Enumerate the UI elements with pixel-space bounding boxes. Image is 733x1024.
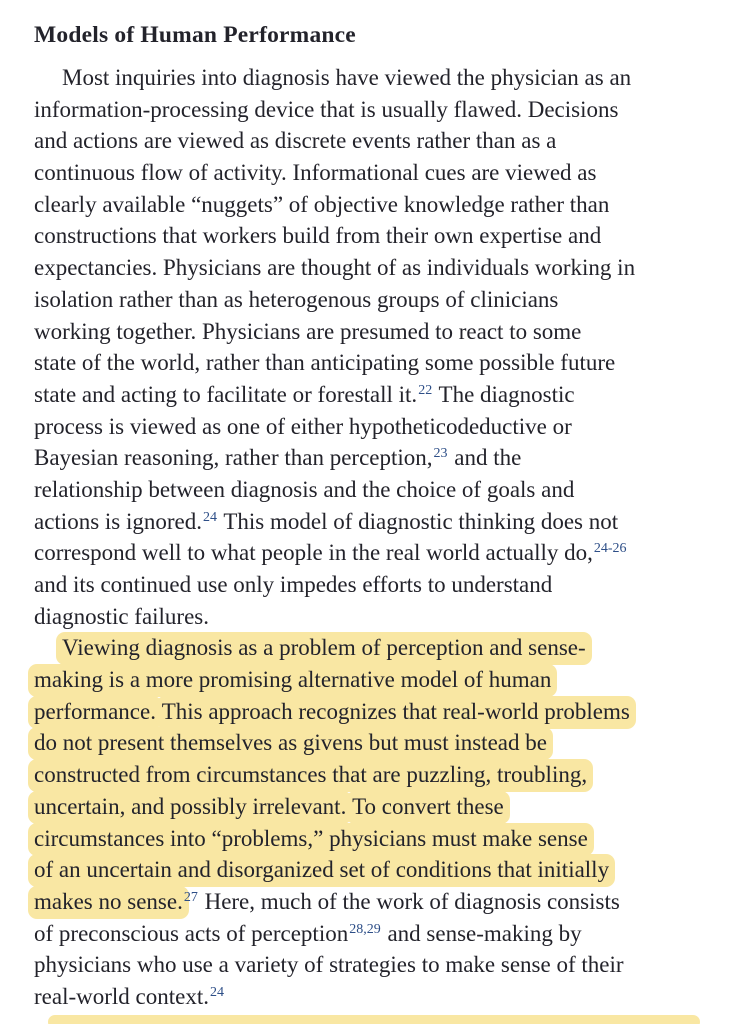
text-segment: continuous flow of activity. Informational cues are viewed as [34, 160, 597, 186]
paragraph [34, 632, 709, 1012]
text-line [34, 220, 709, 252]
text-segment: of preconscious acts of perception [34, 920, 349, 946]
text-segment: and sense-making by [381, 920, 582, 946]
text-segment: actions is ignored. [34, 508, 202, 534]
text-segment: clearly available “nuggets” of objective knowledge rather than [34, 191, 610, 217]
text-line [34, 949, 709, 981]
text-line [34, 189, 709, 221]
citation-reference[interactable]: 24-26 [593, 541, 627, 557]
highlighted-text: To convert these [346, 791, 510, 824]
text-segment: real-world context. [34, 983, 209, 1009]
text-line [34, 759, 709, 791]
text-line [34, 664, 709, 696]
text-line [34, 569, 709, 601]
text-segment: relationship between diagnosis and the choice of goals and [34, 476, 575, 502]
section-heading: Models of Human Performance [34, 22, 356, 48]
text-line [34, 411, 709, 443]
text-segment: correspond well to what people in the real world actually do, [34, 540, 593, 566]
text-line [34, 62, 709, 94]
text-line [34, 316, 709, 348]
text-segment: diagnostic failures. [34, 603, 210, 629]
next-line-highlight-fragment [48, 1015, 700, 1024]
text-line [34, 252, 709, 284]
text-segment: The diagnostic [433, 381, 575, 407]
text-line [34, 791, 709, 823]
text-segment: Most inquiries into diagnosis have viewed the physician as an [62, 65, 632, 90]
text-line [34, 601, 709, 633]
citation-reference[interactable]: 27 [183, 889, 198, 905]
text-line [34, 918, 709, 950]
text-segment: isolation rather than as heterogenous groups of clinicians [34, 286, 559, 312]
text-segment: constructions that workers build from their own expertise and [34, 223, 602, 249]
citation-reference[interactable]: 23 [433, 446, 448, 462]
text-line [34, 981, 709, 1013]
text-segment: This model of diagnostic thinking does not [218, 508, 619, 534]
text-line [34, 727, 709, 759]
body-text [34, 62, 709, 1013]
text-line [34, 823, 709, 855]
text-line [34, 157, 709, 189]
text-line [34, 537, 709, 569]
text-line [34, 379, 709, 411]
text-line [34, 94, 709, 126]
text-line [34, 284, 709, 316]
highlighted-text: making is a more promising alternative model of human [28, 664, 557, 697]
text-line [34, 886, 709, 918]
text-segment: and its continued use only impedes efforts to understand [34, 572, 553, 597]
text-line [34, 442, 709, 474]
highlighted-text: uncertain, and possibly irrelevant. [28, 791, 352, 824]
text-line [34, 632, 709, 664]
text-segment: state and acting to facilitate or forestall it. [34, 381, 418, 407]
highlighted-text: makes no sense. [28, 886, 189, 919]
text-segment: working together. Physicians are presumed to react to some [34, 318, 582, 344]
text-segment: state of the world, rather than anticipating some possible future [34, 350, 616, 376]
text-line [34, 474, 709, 506]
text-segment: expectancies. Physicians are thought of as individuals working in [34, 255, 636, 281]
text-line [34, 854, 709, 886]
highlighted-text: constructed from circumstances that are puzzling, troubling, [28, 759, 593, 792]
text-segment: and actions are viewed as discrete events rather than as a [34, 128, 557, 154]
text-segment: physicians who use a variety of strategies to make sense of their [34, 952, 624, 978]
highlighted-text: do not present themselves as givens but must instead be [28, 727, 553, 760]
citation-reference[interactable]: 22 [418, 382, 433, 398]
text-segment: Here, much of the work of diagnosis consists [198, 888, 620, 914]
text-line [34, 347, 709, 379]
paragraph [34, 62, 709, 632]
text-line [34, 506, 709, 538]
highlighted-text: This approach recognizes that real-world problems [156, 696, 636, 729]
highlighted-text: performance. [28, 696, 162, 729]
text-segment: information-processing device that is usually flawed. Decisions [34, 96, 619, 122]
highlighted-text: circumstances into “problems,” physicians must make sense [28, 823, 594, 856]
text-segment: and the [448, 445, 522, 471]
text-segment: process is viewed as one of either hypotheticodeductive or [34, 413, 572, 439]
highlighted-text: Viewing diagnosis as a problem of perception and sense- [56, 632, 592, 665]
text-segment: Bayesian reasoning, rather than perception, [34, 445, 433, 471]
highlighted-text: of an uncertain and disorganized set of conditions that initially [28, 854, 615, 887]
citation-reference[interactable]: 24 [203, 509, 217, 525]
citation-reference[interactable]: 24 [209, 984, 224, 1000]
citation-reference[interactable]: 28,29 [349, 921, 381, 937]
text-line [34, 125, 709, 157]
text-line [34, 696, 709, 728]
